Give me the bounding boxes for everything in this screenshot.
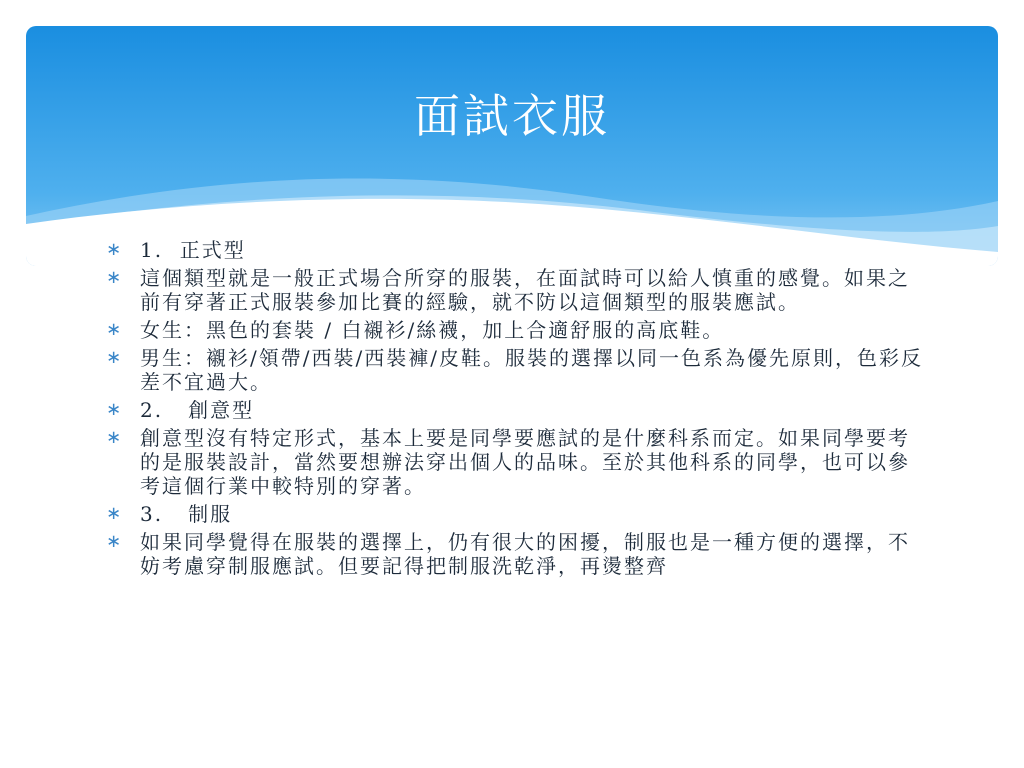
list-item-text: 2. 創意型 xyxy=(140,398,255,422)
header-wave-graphic xyxy=(26,26,998,266)
asterisk-bullet-icon: ∗ xyxy=(106,399,124,420)
list-item-text: 女生：黑色的套裝 / 白襯衫/絲襪，加上合適舒服的高底鞋。 xyxy=(140,318,725,342)
list-item-text: 這個類型就是一般正式場合所穿的服裝，在面試時可以給人慎重的感覺。如果之前有穿著正式服裝參加比賽的經驗，就不防以這個類型的服裝應試。 xyxy=(140,266,910,314)
asterisk-bullet-icon: ∗ xyxy=(106,267,124,288)
list-item xyxy=(106,318,926,342)
asterisk-bullet-icon: ∗ xyxy=(106,503,124,524)
list-item xyxy=(106,426,926,498)
asterisk-bullet-icon: ∗ xyxy=(106,319,124,340)
asterisk-bullet-icon: ∗ xyxy=(106,239,124,260)
header-banner xyxy=(26,26,998,266)
list-item xyxy=(106,502,926,526)
asterisk-bullet-icon: ∗ xyxy=(106,427,124,448)
list-item xyxy=(106,238,926,262)
list-item xyxy=(106,398,926,422)
list-item-text: 3. 制服 xyxy=(140,502,233,526)
list-item xyxy=(106,266,926,314)
slide-title: 面試衣服 xyxy=(414,89,610,143)
list-item-text: 創意型沒有特定形式，基本上要是同學要應試的是什麼科系而定。如果同學要考的是服裝設計，當然要想辦法穿出個人的品味。至於其他科系的同學，也可以參考這個行業中較特別的穿著。 xyxy=(140,426,910,498)
list-item xyxy=(106,530,926,578)
list-item-text: 如果同學覺得在服裝的選擇上，仍有很大的困擾，制服也是一種方便的選擇，不妨考慮穿制服應試。但要記得把制服洗乾淨，再燙整齊 xyxy=(140,530,910,578)
asterisk-bullet-icon: ∗ xyxy=(106,347,124,368)
list-item xyxy=(106,346,926,394)
asterisk-bullet-icon: ∗ xyxy=(106,531,124,552)
bullet-list xyxy=(106,238,926,582)
list-item-text: 1. 正式型 xyxy=(140,238,246,262)
list-item-text: 男生：襯衫/領帶/西裝/西裝褲/皮鞋。服裝的選擇以同一色系為優先原則，色彩反差不宜過大。 xyxy=(140,346,923,394)
